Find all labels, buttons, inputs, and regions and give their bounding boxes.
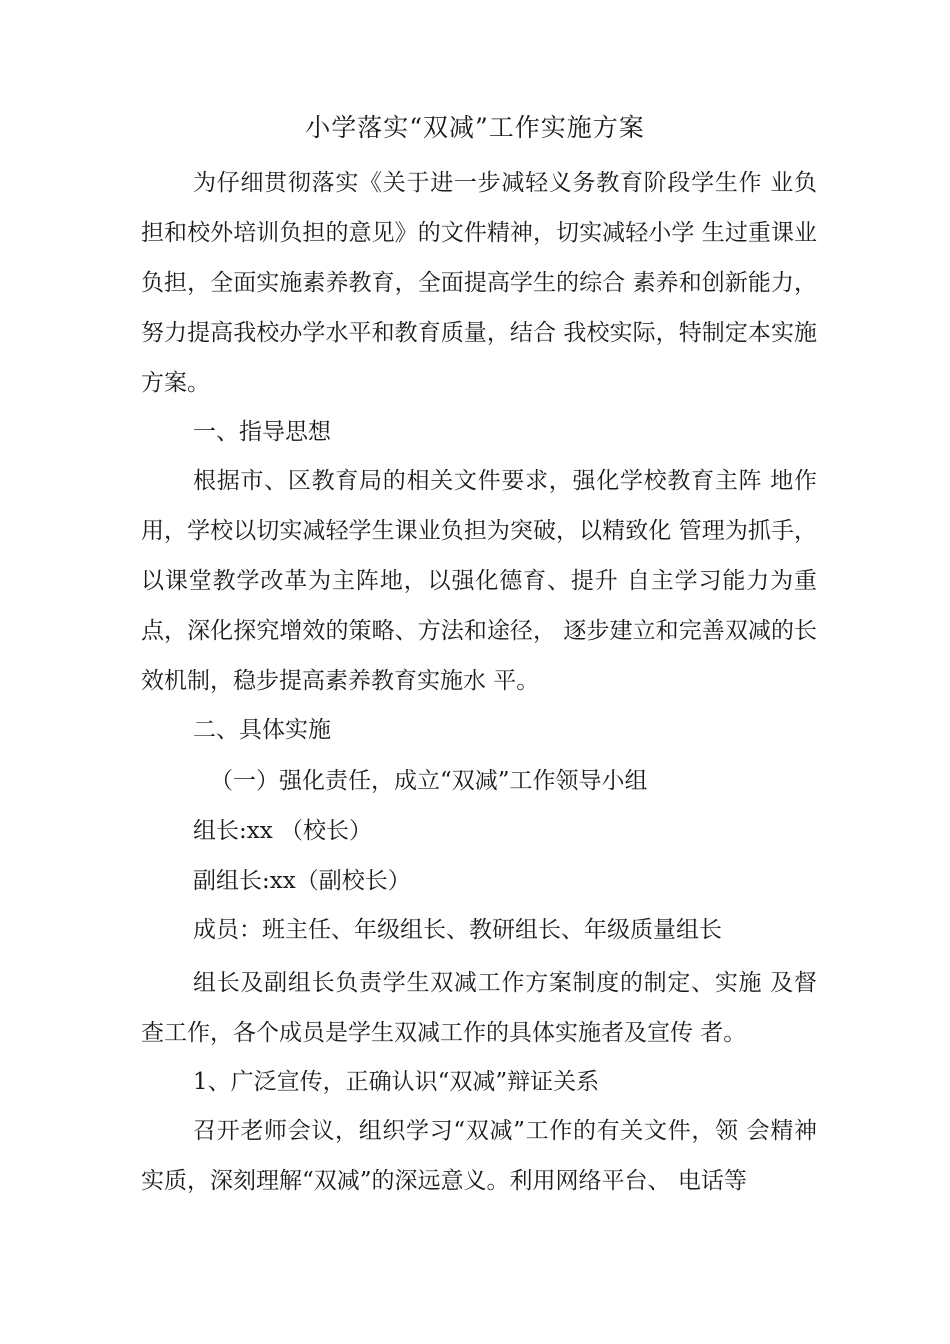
section1-heading: 一、指导思想 [193,419,331,445]
duty-paragraph: 组长及副组长负责学生双减工作方案制度的制定、实施 及督查工作，各个成员是学生双减工作的具体实施者及宣传 者。 [141,970,817,1046]
item1-heading: 1、广泛宣传，正确认识“双减”辩证关系 [193,1069,600,1095]
item1-paragraph: 召开老师会议，组织学习“双减”工作的有关文件，领 会精神实质，深刻理解“双减”的深远意义。利用网络平台、 电话等 [141,1118,817,1194]
intro-paragraph: 为仔细贯彻落实《关于进一步减轻义务教育阶段学生作 业负担和校外培训负担的意见》的文件精神，切实减轻小学 生过重课业负担，全面实施素养教育，全面提高学生的综合 素养和创新能力，努力提高我校办学水平和教育质量，结合 我校实际，特制定本实施方案。 [141,170,817,396]
section2-heading: 二、具体实施 [193,717,331,743]
vice-leader-line: 副组长:xx（副校长） [193,868,411,894]
document-title: 小学落实“双减”工作实施方案 [305,113,645,142]
section1-paragraph: 根据市、区教育局的相关文件要求，强化学校教育主阵 地作用，学校以切实减轻学生课业负担为突破，以精致化 管理为抓手，以课堂教学改革为主阵地，以强化德育、提升 自主学习能力为重点，深化探究增效的策略、方法和途径， 逐步建立和完善双减的长效机制，稳步提高素养教育实施水 平。 [141,468,817,694]
subsection1-heading: （一）强化责任，成立“双减”工作领导小组 [210,768,648,794]
leader-line: 组长:xx （校长） [193,818,373,844]
members-line: 成员：班主任、年级组长、教研组长、年级质量组长 [193,917,722,943]
